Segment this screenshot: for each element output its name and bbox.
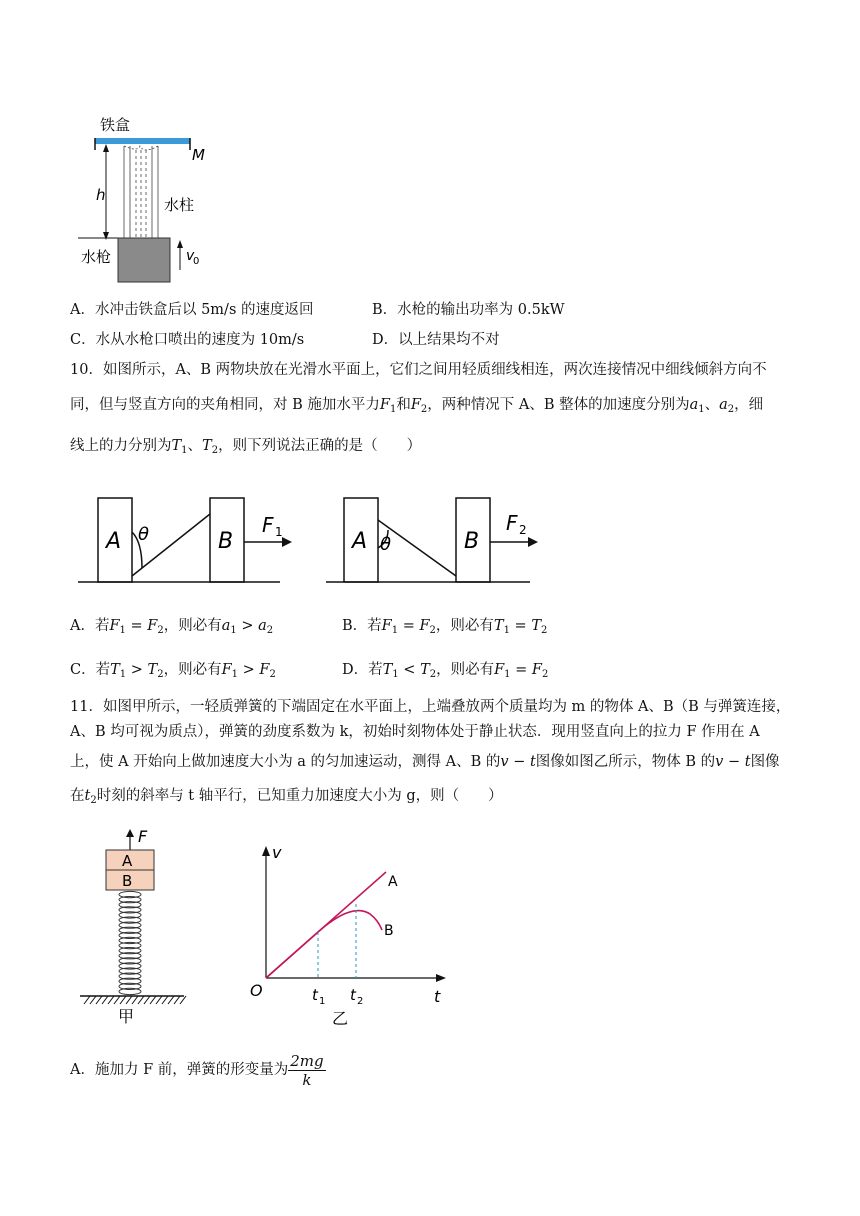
svg-text:A: A (106, 529, 122, 554)
svg-text:v: v (186, 248, 195, 264)
q9-option-d: D．以上结果均不对 (372, 332, 500, 348)
svg-text:2: 2 (519, 523, 527, 537)
svg-text:1: 1 (319, 996, 326, 1007)
svg-text:B: B (218, 529, 234, 554)
curve-b (266, 911, 382, 978)
svg-text:M: M (192, 146, 205, 164)
svg-text:h: h (96, 186, 106, 204)
vt-graph (240, 840, 460, 1030)
svg-text:B: B (464, 529, 480, 554)
label-iron-box: 铁盒 (100, 116, 131, 134)
q10-stem-line1: 10．如图所示，A、B 两物块放在光滑水平面上，它们之间用轻质细线相连，两次连接情况中细线倾斜方向不 (70, 362, 767, 378)
ground-hatch-line (114, 996, 120, 1004)
q10-stem-line2: 同，但与竖直方向的夹角相同，对 B 施加水平力$F_1$和$F_2$，两种情况下 A、B 整体的加速度分别为$a_1$、$a_2$，细 (70, 397, 764, 415)
svg-text:t: t (350, 986, 356, 1004)
svg-text:t: t (312, 986, 318, 1004)
ground-hatch-line (120, 996, 126, 1004)
q11-stem-line4: 在$t_2$时刻的斜率与 t 轴平行，已知重力加速度大小为 g，则（ ） (70, 788, 503, 806)
fraction-2mg-over-k: $\frac{2mg}{k}$ (290, 1051, 324, 1089)
svg-text:B: B (384, 923, 394, 939)
svg-text:F: F (506, 511, 518, 535)
q11-stem-line1: 11．如图甲所示，一轻质弹簧的下端固定在水平面上，上端叠放两个质量均为 m 的物体 A、B（B 与弹簧连接， (70, 699, 791, 715)
svg-text:A: A (122, 852, 133, 870)
q11-option-a: A．施加力 F 前，弹簧的形变量为 $\frac{2mg}{k}$ (70, 1051, 324, 1089)
spring (119, 891, 141, 994)
water-gun-figure (78, 110, 218, 290)
ground-hatch-line (144, 996, 150, 1004)
ground-hatch-line (150, 996, 156, 1004)
svg-text:F: F (138, 827, 148, 846)
caption-yi: 乙 (332, 1009, 349, 1028)
q9-option-b: B．水枪的输出功率为 0.5kW (372, 302, 565, 318)
ground-hatch-line (126, 996, 132, 1004)
q9-option-a: A．水冲击铁盒后以 5m/s 的速度返回 (70, 302, 314, 318)
ground-hatch-line (132, 996, 138, 1004)
ground-hatch-line (138, 996, 144, 1004)
q10-option-d: D．若$T_1 < T_2$，则必有$F_1 = F_2$ (342, 662, 549, 680)
svg-text:2: 2 (357, 996, 364, 1007)
q10-option-b: B．若$F_1 = F_2$，则必有$T_1 = T_2$ (342, 618, 548, 636)
svg-text:θ: θ (138, 524, 150, 545)
q11-stem-line3: 上，使 A 开始向上做加速度大小为 a 的匀加速运动，测得 A、B 的v − t图像如图乙所示，物体 B 的v − t图像 (70, 754, 780, 770)
caption-jia: 甲 (118, 1007, 135, 1026)
ground-hatch-line (108, 996, 114, 1004)
ground-hatch-line (174, 996, 180, 1004)
ground-hatch-line (96, 996, 102, 1004)
svg-text:A: A (388, 874, 398, 890)
water-column (124, 146, 158, 238)
svg-text:O: O (250, 981, 263, 1000)
svg-text:v: v (272, 843, 282, 862)
q10-blocks-figure (70, 490, 550, 590)
q10-stem-line3: 线上的力分别为$T_1$、$T_2$，则下列说法正确的是（ ） (70, 438, 422, 456)
svg-text:1: 1 (275, 525, 283, 539)
label-water-column: 水柱 (164, 196, 195, 214)
q10-option-c: C．若$T_1 > T_2$，则必有$F_1 > F_2$ (70, 662, 276, 680)
q11-stem-line2: A、B 均可视为质点），弹簧的劲度系数为 k，初始时刻物体处于静止状态．现用竖直向上的拉力 F 作用在 A (70, 724, 760, 740)
q10-option-a: A．若$F_1 = F_2$，则必有$a_1 > a_2$ (70, 618, 274, 636)
svg-text:0: 0 (193, 256, 200, 267)
svg-text:t: t (434, 987, 441, 1006)
svg-text:A: A (352, 529, 368, 554)
iron-box (95, 138, 190, 144)
ground-hatch-line (156, 996, 162, 1004)
spring-figure (76, 826, 196, 1026)
ground-hatch-line (84, 996, 90, 1004)
svg-text:B: B (122, 872, 133, 890)
ground-hatch-line (180, 996, 186, 1004)
ground-hatch-line (162, 996, 168, 1004)
ground-hatch-line (168, 996, 174, 1004)
label-water-gun: 水枪 (81, 248, 112, 266)
svg-text:F: F (262, 513, 274, 537)
ground-hatch-line (102, 996, 108, 1004)
water-gun (118, 238, 170, 282)
ground-hatch-line (90, 996, 96, 1004)
q9-option-c: C．水从水枪口喷出的速度为 10m/s (70, 332, 305, 348)
svg-text:θ: θ (380, 534, 392, 555)
